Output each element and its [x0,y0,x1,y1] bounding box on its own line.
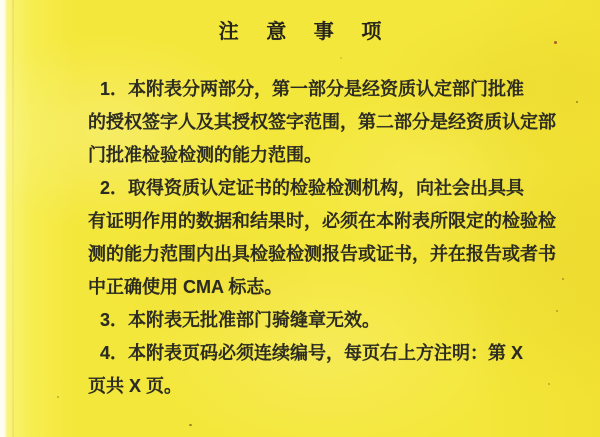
text-line: 2．取得资质认定证书的检验检测机构，向社会出具具 [100,178,525,198]
paper-speckle [556,310,558,312]
paper-speckle [340,57,342,59]
text-line: 中正确使用 CMA 标志。 [88,277,283,297]
paper-speckle [562,278,564,280]
paper-crease-line [12,0,14,437]
paper-speckle [189,424,192,426]
text-line: 页共 X 页。 [88,376,183,396]
text-line: 测的能力范围内出具检验检测报告或证书，并在报告或者书 [88,244,556,264]
text-line: 的授权签字人及其授权签字范围，第二部分是经资质认定部 [88,112,556,132]
paper-speckle [554,41,557,44]
paper-speckle [576,101,578,103]
text-line: 3．本附表无批准部门骑缝章无效。 [100,310,381,330]
paper-speckle [548,383,550,385]
text-line: 有证明作用的数据和结果时，必须在本附表所限定的检验检 [88,211,556,231]
notice-body [88,73,556,403]
paper-speckle [57,396,59,398]
text-line: 门批准检验检测的能力范围。 [88,145,322,165]
page-title: 注 意 事 项 [218,21,393,43]
text-line: 1．本附表分两部分，第一部分是经资质认定部门批准 [100,79,525,99]
text-line: 4．本附表页码必须连续编号，每页右上方注明：第 X [100,343,524,363]
